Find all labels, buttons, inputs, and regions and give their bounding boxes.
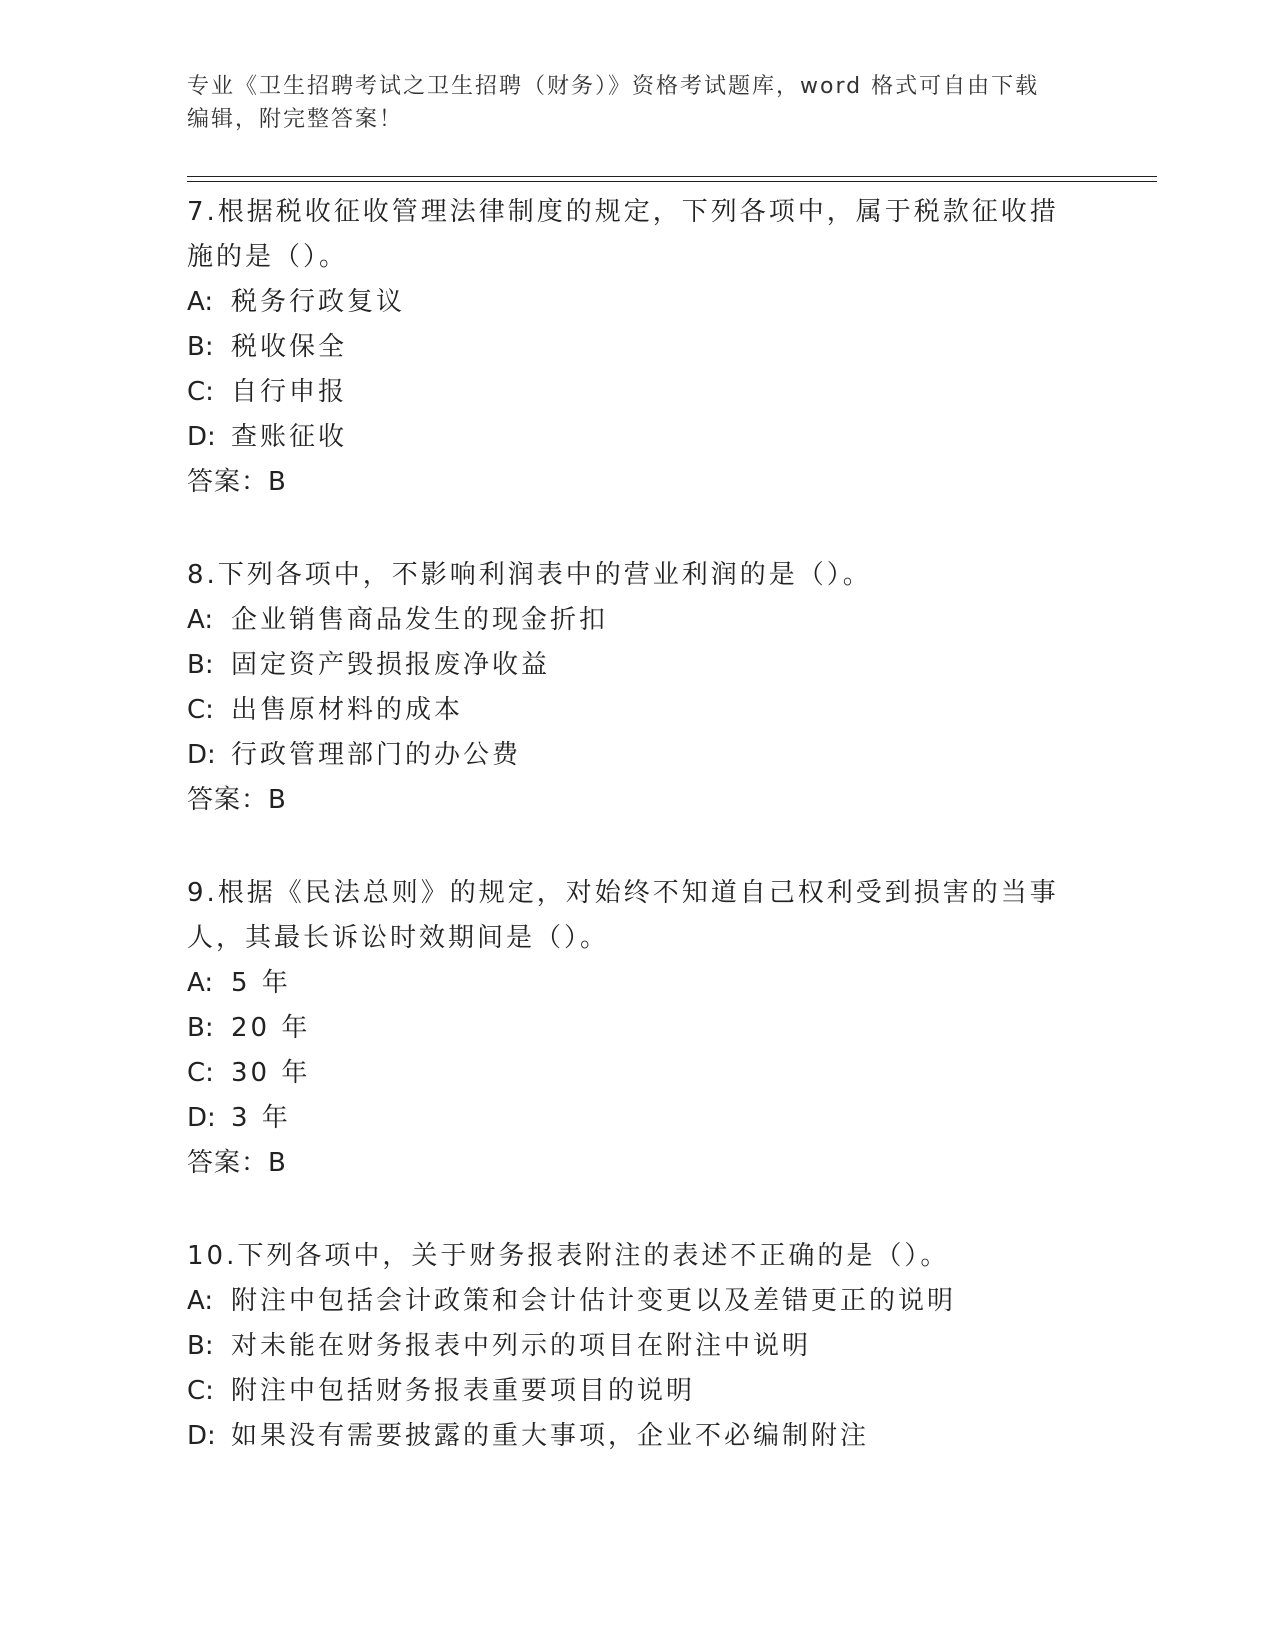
header-divider-top	[187, 176, 1157, 177]
option-a	[187, 280, 1147, 325]
option-a	[187, 598, 1147, 643]
option-letter: A:	[187, 605, 214, 635]
option-letter: D:	[187, 1103, 216, 1133]
option-text: 出售原材料的成本	[231, 695, 464, 725]
question-10	[187, 1234, 1147, 1459]
option-text: 20 年	[231, 1013, 311, 1043]
option-letter: A:	[187, 287, 214, 317]
option-letter: A:	[187, 1286, 214, 1316]
question-text-line-1: 9.根据《民法总则》的规定，对始终不知道自己权利受到损害的当事	[187, 878, 1059, 908]
answer-text: 答案：B	[187, 467, 287, 497]
answer-text: 答案：B	[187, 1148, 287, 1178]
option-b	[187, 643, 1147, 688]
option-d	[187, 733, 1147, 778]
option-letter: C:	[187, 377, 214, 407]
option-b	[187, 1006, 1147, 1051]
question-text	[187, 190, 1067, 280]
option-b	[187, 1324, 1147, 1369]
option-text: 对未能在财务报表中列示的项目在附注中说明	[231, 1331, 812, 1361]
option-c	[187, 1369, 1147, 1414]
question-7	[187, 190, 1147, 505]
option-c	[187, 688, 1147, 733]
option-letter: B:	[187, 1013, 214, 1043]
option-text: 税收保全	[231, 332, 348, 362]
question-text-line-1: 7.根据税收征收管理法律制度的规定，下列各项中，属于税款征收措	[187, 197, 1059, 227]
option-text: 30 年	[231, 1058, 311, 1088]
question-text	[187, 1234, 1067, 1279]
option-letter: B:	[187, 650, 214, 680]
option-text: 企业销售商品发生的现金折扣	[231, 605, 609, 635]
option-letter: B:	[187, 332, 214, 362]
option-b	[187, 325, 1147, 370]
option-a	[187, 1279, 1147, 1324]
option-text: 自行申报	[231, 377, 348, 407]
question-text	[187, 553, 1067, 598]
option-letter: B:	[187, 1331, 214, 1361]
answer-text: 答案：B	[187, 785, 287, 815]
option-text: 如果没有需要披露的重大事项，企业不必编制附注	[231, 1421, 870, 1451]
header-line-2: 编辑，附完整答案！	[187, 107, 404, 132]
option-letter: C:	[187, 1376, 214, 1406]
question-list	[187, 190, 1147, 1507]
question-text-line-2: 施的是（）。	[187, 242, 349, 272]
option-letter: D:	[187, 1421, 216, 1451]
header-divider-bottom	[187, 181, 1157, 182]
option-text: 查账征收	[231, 422, 348, 452]
option-text: 附注中包括财务报表重要项目的说明	[231, 1376, 696, 1406]
option-a	[187, 961, 1147, 1006]
question-text-line-1: 10.下列各项中，关于财务报表附注的表述不正确的是（）。	[187, 1241, 950, 1271]
option-letter: D:	[187, 422, 216, 452]
option-text: 5 年	[231, 968, 291, 998]
question-text-line-2: 人，其最长诉讼时效期间是（）。	[187, 923, 610, 953]
option-d	[187, 415, 1147, 460]
option-text: 附注中包括会计政策和会计估计变更以及差错更正的说明	[231, 1286, 957, 1316]
option-letter: C:	[187, 695, 214, 725]
option-letter: D:	[187, 740, 216, 770]
option-letter: A:	[187, 968, 214, 998]
question-text-line-1: 8.下列各项中，不影响利润表中的营业利润的是（）。	[187, 560, 872, 590]
document-header	[187, 70, 1087, 136]
option-text: 固定资产毁损报废净收益	[231, 650, 551, 680]
option-d	[187, 1414, 1147, 1459]
option-text: 行政管理部门的办公费	[231, 740, 522, 770]
option-letter: C:	[187, 1058, 214, 1088]
option-d	[187, 1096, 1147, 1141]
header-line-1: 专业《卫生招聘考试之卫生招聘（财务）》资格考试题库，word 格式可自由下载	[187, 74, 1040, 99]
option-text: 税务行政复议	[231, 287, 406, 317]
question-9	[187, 871, 1147, 1186]
option-c	[187, 370, 1147, 415]
option-c	[187, 1051, 1147, 1096]
question-text	[187, 871, 1067, 961]
question-8	[187, 553, 1147, 823]
option-text: 3 年	[231, 1103, 291, 1133]
